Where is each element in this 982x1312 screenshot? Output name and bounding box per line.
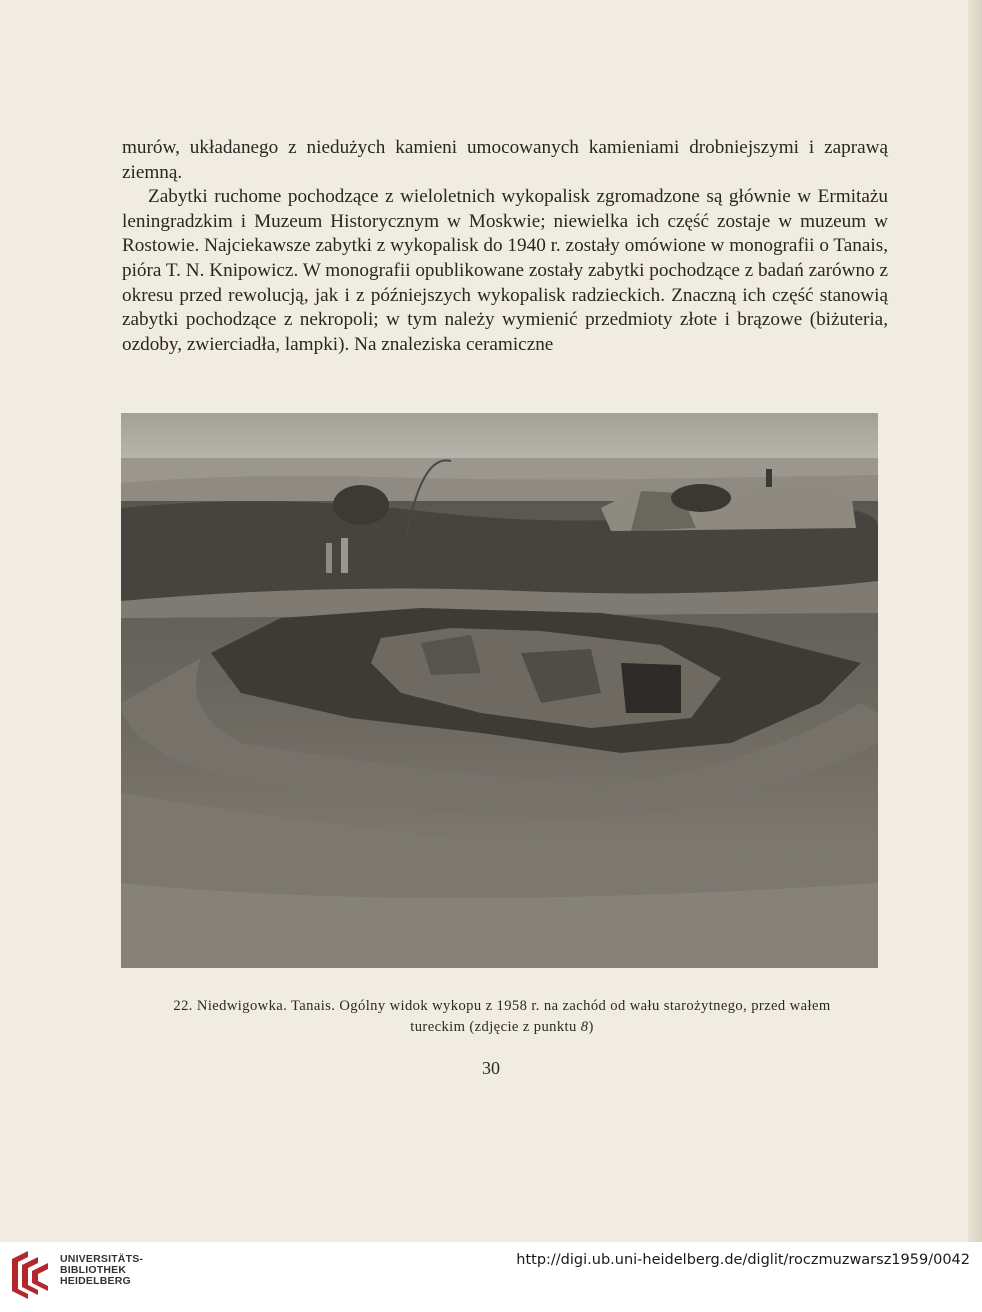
caption-line-2-end: ) — [588, 1019, 594, 1035]
caption-line-2-text: tureckim (zdjęcie z punktu — [410, 1019, 581, 1035]
paragraph-2: Zabytki ruchome pochodzące z wieloletnich wykopalisk zgromadzone są głównie w Ermitażu leningradzkim i Muzeum Historycznym w Moskwie; niewielka ich część zostaje w muzeum w Rostowie. Najciekawsze zabytki z wykopalisk do 1940 r. zostały omówione w monografii o Tanais, pióra T. N. Knipowicz. W monografii opublikowane zostały zabytki pochodzące z badań zarówno z okresu przed rewolucją, jak i z późniejszych wykopalisk radzieckich. Znaczną ich część stanowią zabytki pochodzące z nekropoli; w tym należy wymienić przedmioty złote i brązowe (biżuteria, ozdoby, zwierciadła, lampki). Na znaleziska ceramiczne — [122, 186, 888, 355]
source-url-link[interactable]: http://digi.ub.uni-heidelberg.de/diglit/roczmuzwarsz1959/0042 — [516, 1252, 970, 1268]
body-text — [122, 136, 888, 357]
library-name-line-3: HEIDELBERG — [60, 1275, 131, 1287]
page-number: 30 — [482, 1058, 500, 1078]
caption-line-2 — [122, 1017, 882, 1038]
caption-point-number: 8 — [580, 1019, 589, 1035]
library-name — [60, 1254, 143, 1287]
library-name-line-1: UNIVERSITÄTS- — [60, 1253, 144, 1265]
excavation-photo — [121, 413, 878, 968]
paragraph-1: murów, układanego z niedużych kamieni umocowanych kamieniami drobniejszymi i zaprawą ziemną. — [122, 137, 888, 183]
scan-edge — [968, 0, 982, 1242]
caption-line-1: 22. Niedwigowka. Tanais. Ogólny widok wykopu z 1958 r. na zachód od wału starożytnego, przed wałem — [173, 998, 831, 1014]
figure-caption — [122, 996, 882, 1038]
library-name-line-2: BIBLIOTHEK — [60, 1264, 127, 1276]
university-library-logo-icon[interactable] — [8, 1249, 56, 1301]
